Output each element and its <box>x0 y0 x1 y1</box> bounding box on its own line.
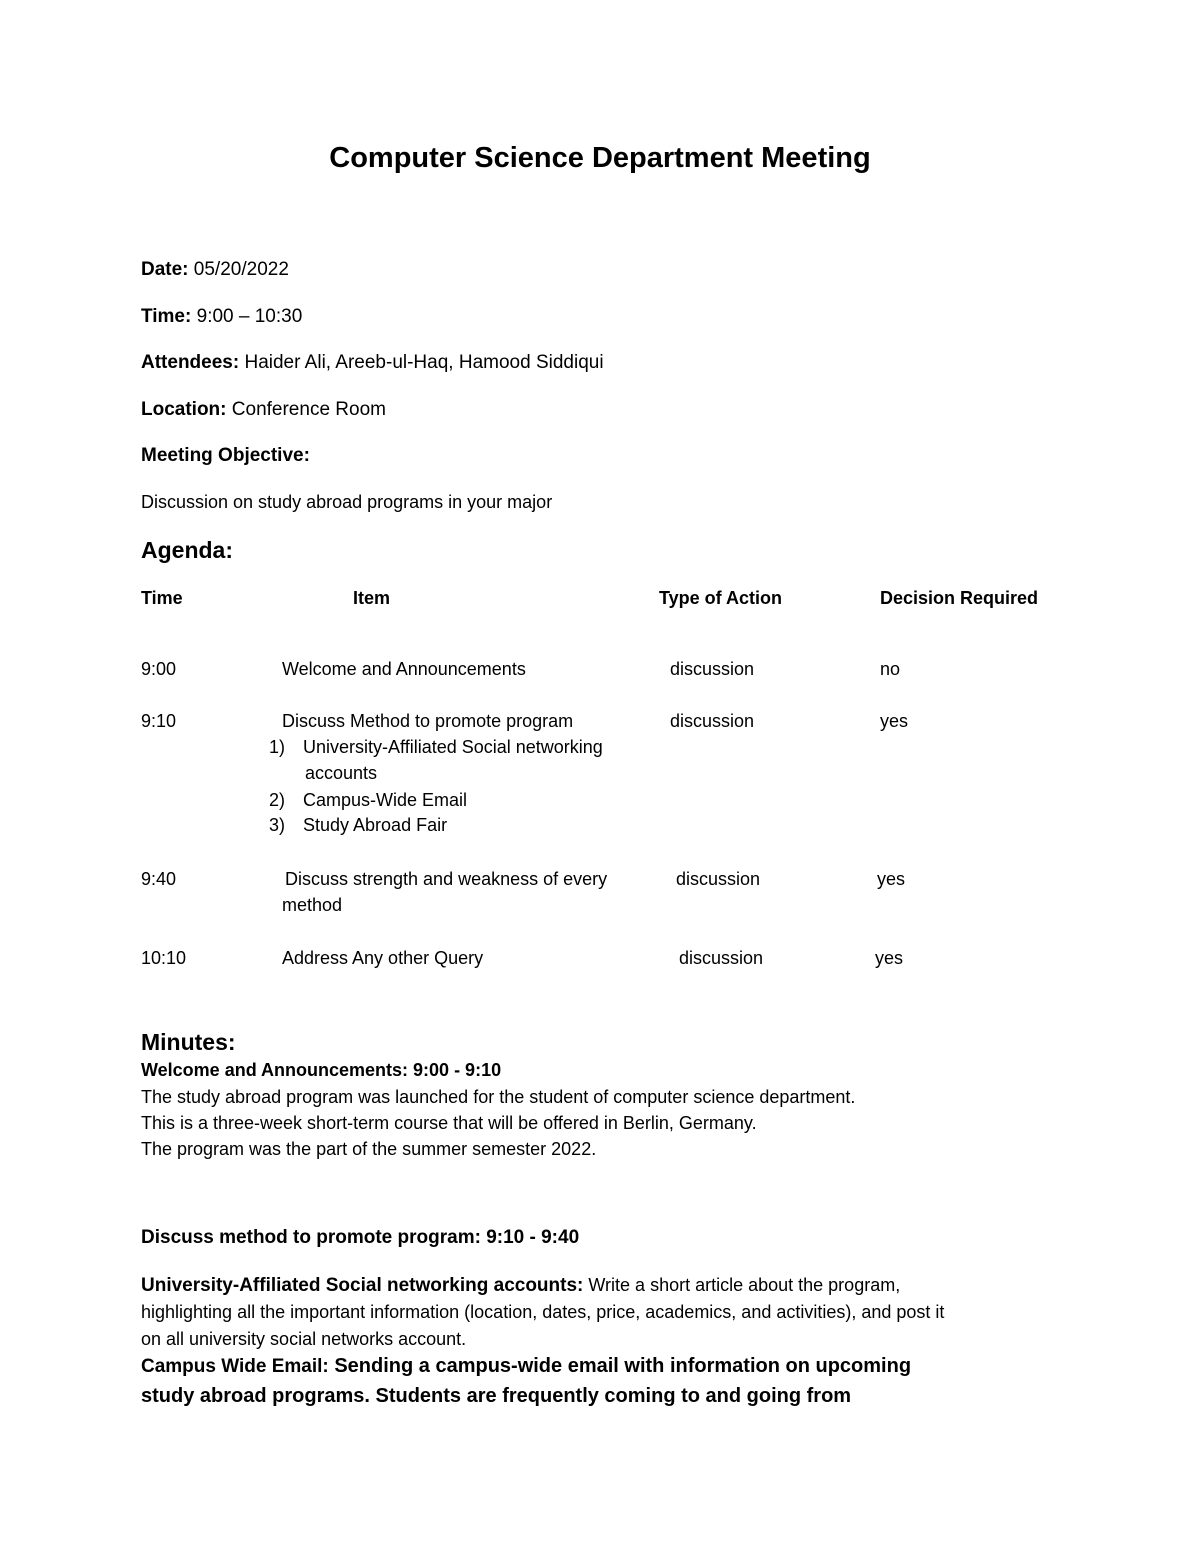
row-item-continued: method <box>282 895 343 915</box>
date-label: Date: <box>141 259 189 280</box>
sub-item-text-continued: accounts <box>305 763 378 783</box>
date-value: 05/20/2022 <box>193 259 289 280</box>
row-decision: no <box>880 659 901 679</box>
attendees-field <box>141 352 604 374</box>
column-header-item: Item <box>353 588 391 608</box>
email-paragraph-line <box>141 1355 911 1378</box>
social-paragraph-line <box>141 1275 900 1297</box>
row-item: Address Any other Query <box>282 948 484 968</box>
minutes-section-title: Discuss method to promote program: 9:10 - 9:40 <box>141 1227 580 1248</box>
date-field <box>141 259 289 281</box>
social-paragraph-line: on all university social networks account. <box>141 1329 467 1349</box>
column-header-time: Time <box>141 588 183 608</box>
location-label: Location: <box>141 399 227 420</box>
objective-label: Meeting Objective: <box>141 445 310 466</box>
sub-item-text: Campus-Wide Email <box>303 790 468 810</box>
email-text: Sending a campus-wide email with information on upcoming <box>334 1355 912 1377</box>
sub-item-number: 2) <box>269 790 286 810</box>
row-time: 10:10 <box>141 948 187 968</box>
email-label: Campus Wide Email: <box>141 1356 329 1377</box>
objective-value: Discussion on study abroad programs in your major <box>141 492 553 512</box>
row-time: 9:10 <box>141 711 177 731</box>
social-text: Write a short article about the program, <box>588 1275 901 1295</box>
row-action: discussion <box>670 659 755 679</box>
time-field <box>141 306 302 328</box>
row-action: discussion <box>670 711 755 731</box>
location-field <box>141 399 386 421</box>
row-decision: yes <box>880 711 909 731</box>
attendees-value: Haider Ali, Areeb-ul-Haq, Hamood Siddiqui <box>244 352 604 373</box>
email-paragraph-line: study abroad programs. Students are frequently coming to and going from <box>141 1385 852 1407</box>
row-decision: yes <box>877 869 906 889</box>
minutes-section-title: Welcome and Announcements: 9:00 - 9:10 <box>141 1060 502 1080</box>
agenda-heading: Agenda: <box>141 537 233 563</box>
row-item: Discuss strength and weakness of every <box>285 869 608 889</box>
objective-field <box>141 445 310 467</box>
time-label: Time: <box>141 306 192 327</box>
column-header-decision: Decision Required <box>880 588 1039 608</box>
minutes-paragraph-line: This is a three-week short-term course that will be offered in Berlin, Germany. <box>141 1113 757 1133</box>
minutes-paragraph-line: The program was the part of the summer semester 2022. <box>141 1139 597 1159</box>
minutes-paragraph-line: The study abroad program was launched for the student of computer science department. <box>141 1087 856 1107</box>
row-item: Welcome and Announcements <box>282 659 526 679</box>
sub-item-number: 3) <box>269 815 286 835</box>
row-time: 9:00 <box>141 659 177 679</box>
sub-item-text: University-Affiliated Social networking <box>303 737 603 757</box>
page-title: Computer Science Department Meeting <box>329 142 871 174</box>
attendees-label: Attendees: <box>141 352 240 373</box>
minutes-heading: Minutes: <box>141 1029 236 1055</box>
row-time: 9:40 <box>141 869 177 889</box>
social-paragraph-line: highlighting all the important information (location, dates, price, academics, and activities), and post it <box>141 1302 945 1322</box>
sub-item-text: Study Abroad Fair <box>303 815 448 835</box>
row-action: discussion <box>676 869 761 889</box>
row-decision: yes <box>875 948 904 968</box>
column-header-action: Type of Action <box>659 588 782 608</box>
location-value: Conference Room <box>231 399 386 420</box>
sub-item-number: 1) <box>269 737 286 757</box>
social-label: University-Affiliated Social networking accounts: <box>141 1275 584 1296</box>
time-value: 9:00 – 10:30 <box>196 306 303 327</box>
row-item: Discuss Method to promote program <box>282 711 574 731</box>
row-action: discussion <box>679 948 764 968</box>
